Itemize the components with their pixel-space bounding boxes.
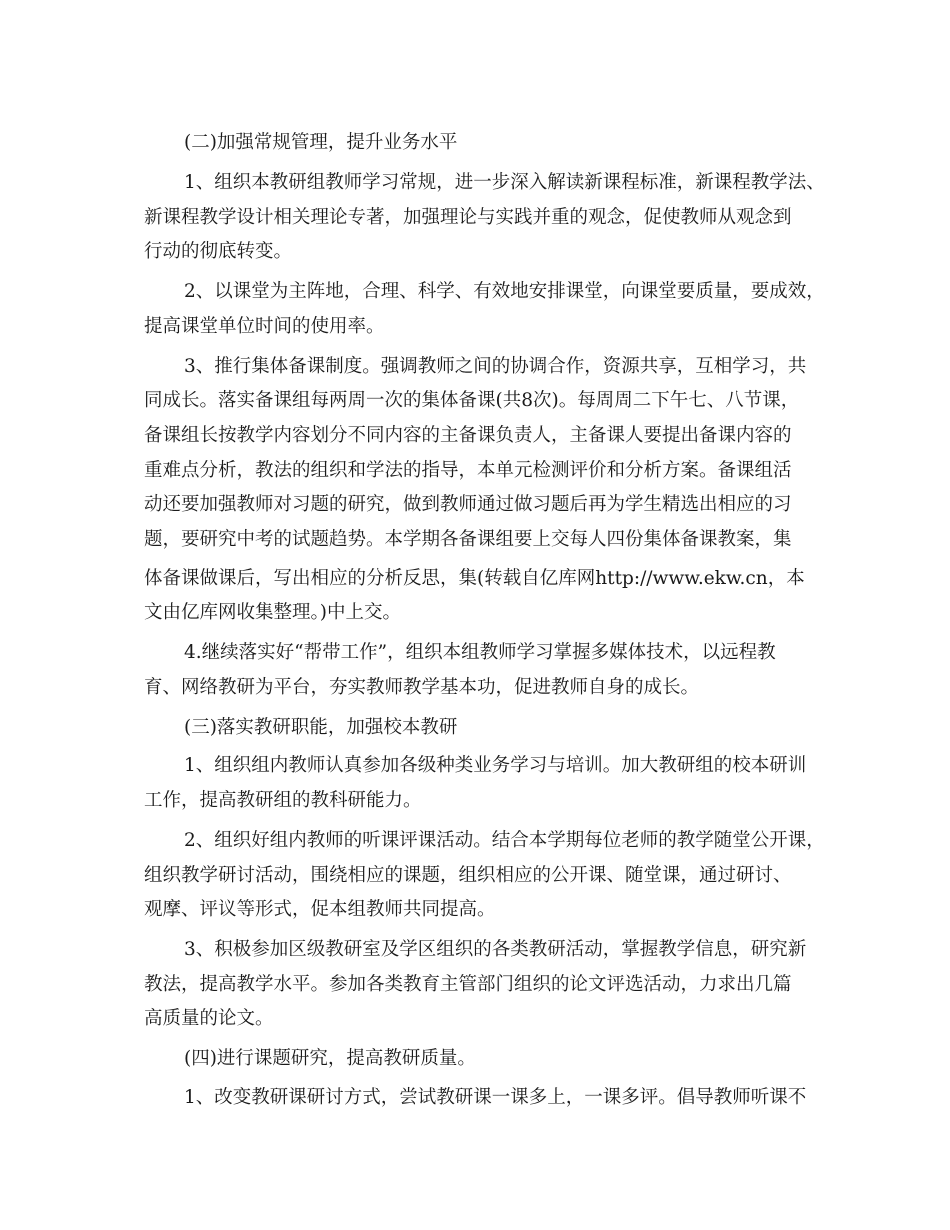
paragraph-line: 1、组织本教研组教师学习常规，进一步深入解读新课程标准，新课程教学法、 <box>184 172 825 193</box>
paragraph-line: 组织教学研讨活动，围绕相应的课题，组织相应的公开课、随堂课，通过研讨、 <box>144 865 792 886</box>
paragraph-line: 备课组长按教学内容划分不同内容的主备课负责人，主备课人要提出备课内容的 <box>144 425 792 446</box>
paragraph-line: 4.继续落实好“帮带工作”，组织本组教师学习掌握多媒体技术，以远程教 <box>184 642 776 663</box>
paragraph-line: 观摩、评议等形式，促本组教师共同提高。 <box>144 899 496 920</box>
section-heading-3: (三)落实教研职能，加强校本教研 <box>184 717 458 738</box>
paragraph-line: 重难点分析，教法的组织和学法的指导，本单元检测评价和分析方案。备课组活 <box>144 460 792 481</box>
paragraph-line: 1、组织组内教师认真参加各级种类业务学习与培训。加大教研组的校本研训 <box>184 755 807 776</box>
paragraph-line: 高质量的论文。 <box>144 1008 274 1029</box>
paragraph-line: 3、推行集体备课制度。强调教师之间的协调合作，资源共享，互相学习，共 <box>184 356 807 377</box>
paragraph-line: 1、改变教研课研讨方式，尝试教研课一课多上，一课多评。倡导教师听课不 <box>184 1087 807 1108</box>
paragraph-line: 同成长。落实备课组每两周一次的集体备课(共8次)。每周周二下午七、八节课， <box>144 390 800 411</box>
paragraph-line: 提高课堂单位时间的使用率。 <box>144 316 385 337</box>
paragraph-line: 动还要加强教师对习题的研究，做到教师通过做习题后再为学生精选出相应的习 <box>144 494 792 515</box>
paragraph-line: 教法，提高教学水平。参加各类教育主管部门组织的论文评选活动，力求出几篇 <box>144 974 792 995</box>
paragraph-line: 行动的彻底转变。 <box>144 241 293 262</box>
paragraph-line: 工作，提高教研组的教科研能力。 <box>144 790 422 811</box>
paragraph-line: 新课程教学设计相关理论专著，加强理论与实践并重的观念，促使教师从观念到 <box>144 207 792 228</box>
paragraph-line: 3、积极参加区级教研室及学区组织的各类教研活动，掌握教学信息，研究新 <box>184 939 807 960</box>
section-heading-4: (四)进行课题研究，提高教研质量。 <box>184 1048 476 1069</box>
paragraph-line: 2、以课堂为主阵地，合理、科学、有效地安排课堂，向课堂要质量，要成效， <box>184 281 825 302</box>
paragraph-line: 题，要研究中考的试题趋势。本学期各备课组要上交每人四份集体备课教案，集 <box>144 529 792 550</box>
section-heading-2: (二)加强常规管理，提升业务水平 <box>184 132 458 153</box>
paragraph-line: 2、组织好组内教师的听课评课活动。结合本学期每位老师的教学随堂公开课， <box>184 830 825 851</box>
paragraph-line: 体备课做课后，写出相应的分析反思，集(转载自亿库网http://www.ekw.cn，本 <box>144 568 805 589</box>
paragraph-line: 育、网络教研为平台，夯实教师教学基本功，促进教师自身的成长。 <box>144 677 700 698</box>
paragraph-line: 文由亿库网收集整理。)中上交。 <box>144 602 401 623</box>
